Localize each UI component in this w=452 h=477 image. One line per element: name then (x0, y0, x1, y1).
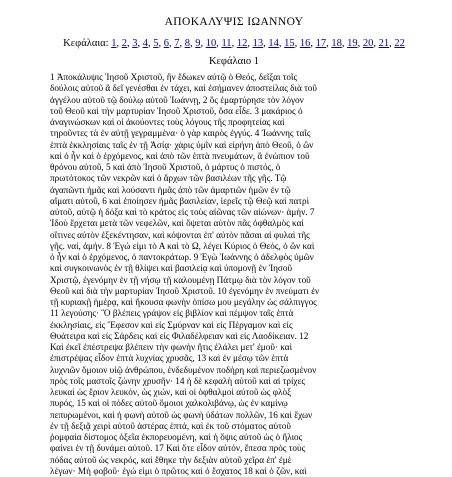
chapter-link-11[interactable]: 11 (221, 38, 232, 49)
document-title: ΑΠΟΚΑΛΥΨΙΣ ΙΩΑΝΝΟΥ (164, 16, 304, 28)
text-line: ἑπτὰ ἐκκλησίαις ταῖς ἐν τῇ Ἀσίᾳ· χάρις ὑμῖν καὶ εἰρήνη ἀπὸ Θεοῦ, ὁ ὢν (50, 139, 314, 150)
text-line: Χριστῷ, ἐγενόμην ἐν τῇ νήσῳ τῇ καλουμένῃ Πάτμῳ διὰ τὸν λόγον τοῦ (50, 274, 311, 285)
chapter-text (50, 72, 418, 477)
text-line: καὶ ὁ ἦν καὶ ὁ ἐρχόμενος, καὶ ἀπὸ τῶν ἑπτὰ πνευμάτων, ἃ ἐνώπιον τοῦ (50, 150, 310, 161)
text-line: 11 λεγούσης· Ὃ βλέπεις γράψον εἰς βιβλίον καὶ πέμψον ταῖς ἑπτὰ (50, 308, 294, 319)
text-line: λέγων· Μὴ φοβοῦ· ἐγώ εἰμι ὁ πρῶτος καὶ ὁ ἔσχατος 18 καὶ ὁ ζῶν, καὶ (50, 465, 307, 476)
text-line: οἵτινες αὐτὸν ἐξεκέντησαν, καὶ κόψονται ἐπ' αὐτὸν πᾶσαι αἱ φυλαὶ τῆς (50, 229, 310, 240)
chapter-link-1[interactable]: 1 (111, 38, 117, 49)
text-line: τηροῦντες τὰ ἐν αὐτῇ γεγραμμένα· ὁ γὰρ καιρὸς ἐγγύς. 4 Ἰωάννης ταῖς (50, 128, 311, 139)
text-line: πρὸς τοῖς μαστοῖς ζώνην χρυσῆν· 14 ἡ δὲ κεφαλὴ αὐτοῦ καὶ αἱ τρίχες (50, 375, 305, 386)
text-line: γῆς. ναί, ἀμήν. 8 Ἐγώ εἰμι τὸ Α καὶ τὸ Ω, λέγει Κύριος ὁ Θεός, ὁ ὢν καὶ (50, 240, 315, 251)
chapter-link-18[interactable]: 18 (331, 38, 342, 49)
text-line: ῥομφαία δίστομος ὀξεῖα ἐκπορευομένη, καὶ ἡ ὄψις αὐτοῦ ὡς ὁ ἥλιος (50, 432, 303, 442)
text-line: πυρός, 15 καὶ οἱ πόδες αὐτοῦ ὅμοιοι χαλκολιβάνῳ, ὡς ἐν καμίνῳ (50, 398, 288, 409)
chapter-link-10[interactable]: 10 (205, 38, 217, 49)
text-line: λευκαὶ ὡς ἔριον λευκόν, ὡς χιών, καὶ οἱ ὀφθαλμοὶ αὐτοῦ ὡς φλὸξ (50, 387, 292, 397)
text-line: θρόνου αὐτοῦ, 5 καὶ ἀπὸ Ἰησοῦ Χριστοῦ, ὁ μάρτυς ὁ πιστός, ὁ (50, 162, 281, 172)
chapter-link-8[interactable]: 8 (184, 38, 190, 49)
chapter-link-15[interactable]: 15 (284, 38, 295, 49)
chapter-index (50, 37, 418, 50)
text-line: καὶ συγκοινωνὸς ἐν τῇ θλίψει καὶ βασιλείᾳ καὶ ὑπομονῇ ἐν Ἰησοῦ (50, 263, 293, 274)
chapter-heading: Κεφάλαιο 1 (208, 56, 260, 67)
text-line: αἵματι αὐτοῦ, 6 καὶ ἐποίησεν ἡμᾶς βασιλείαν, ἱερεῖς τῷ Θεῷ καὶ πατρὶ (50, 195, 310, 206)
chapter-link-16[interactable]: 16 (299, 38, 311, 49)
text-line: φαίνει ἐν τῇ δυνάμει αὐτοῦ. 17 Καὶ ὅτε εἶδον αὐτόν, ἔπεσα πρὸς τοὺς (50, 443, 306, 454)
text-line: Θεοῦ καὶ διὰ τὴν μαρτυρίαν Ἰησοῦ Χριστοῦ. 10 ἐγενόμην ἐν πνεύματι ἐν (50, 285, 320, 296)
chapters-label: Κεφάλαια: (63, 38, 109, 49)
text-line: Θυάτειρα καὶ εἰς Σάρδεις καὶ εἰς Φιλαδέλφειαν καὶ εἰς Λαοδίκειαν. 12 (50, 330, 309, 341)
chapter-link-21[interactable]: 21 (378, 38, 390, 49)
text-line: δούλοις αὐτοῦ ἃ δεῖ γενέσθαι ἐν τάχει, καὶ ἐσήμανεν ἀποστείλας διὰ τοῦ (50, 83, 317, 94)
chapter-link-20[interactable]: 20 (362, 38, 374, 49)
chapter-link-3[interactable]: 3 (132, 38, 138, 49)
text-line: ἀγαπῶντι ἡμᾶς καὶ λούσαντι ἡμᾶς ἀπὸ τῶν ἁμαρτιῶν ἡμῶν ἐν τῷ (50, 184, 291, 195)
text-line: ἐκκλησίαις, εἰς Ἔφεσον καὶ εἰς Σμύρναν καὶ εἰς Πέργαμον καὶ εἰς (50, 319, 293, 330)
text-line: ἀναγινώσκων καὶ οἱ ἀκούοντες τοὺς λόγους τῆς προφητείας καὶ (50, 117, 285, 127)
text-line: πρωτότοκος τῶν νεκρῶν καὶ ὁ ἄρχων τῶν βασιλέων τῆς γῆς. Τῷ (50, 173, 287, 184)
chapter-link-9[interactable]: 9 (195, 38, 201, 49)
text-line: αὐτοῦ, αὐτῷ ἡ δόξα καὶ τὸ κράτος εἰς τοὺς αἰῶνας τῶν αἰώνων· ἀμήν. 7 (50, 207, 315, 217)
chapter-link-17[interactable]: 17 (315, 38, 327, 49)
chapter-link-13[interactable]: 13 (252, 38, 264, 49)
text-line: τοῦ Θεοῦ καὶ τὴν μαρτυρίαν Ἰησοῦ Χριστοῦ, ὅσα εἶδε. 3 μακάριος ὁ (50, 105, 303, 116)
text-line: τῇ κυριακῇ ἡμέρᾳ, καὶ ἤκουσα φωνὴν ὀπίσω μου μεγάλην ὡς σάλπιγγος (50, 297, 317, 307)
chapter-links: 1, 2, 3, 4, 5, 6, 7, 8, 9, 10, 11, 12, 13, 14, 15, 16, 17, 18, 19, 20, 21, 22 (111, 38, 405, 49)
text-line: ἐπιστρέψας εἶδον ἑπτὰ λυχνίας χρυσᾶς, 13 καὶ ἐν μέσῳ τῶν ἑπτὰ (50, 353, 289, 364)
text-line: ἀγγέλου αὐτοῦ τῷ δούλῳ αὐτοῦ Ἰωάννῃ, 2 ὃς ἐμαρτύρησε τὸν λόγον (50, 94, 304, 105)
chapter-link-7[interactable]: 7 (174, 38, 180, 49)
text-line: ὁ ἦν καὶ ὁ ἐρχόμενος, ὁ παντοκράτωρ. 9 Ἐγὼ Ἰωάννης ὁ ἀδελφὸς ὑμῶν (50, 252, 314, 262)
chapter-link-22[interactable]: 22 (394, 38, 405, 49)
chapter-link-14[interactable]: 14 (268, 38, 279, 49)
chapter-link-4[interactable]: 4 (142, 38, 148, 49)
chapter-link-19[interactable]: 19 (347, 38, 358, 49)
chapter-link-6[interactable]: 6 (163, 38, 169, 49)
text-line: λυχνιῶν ὅμοιον υἱῷ ἀνθρώπου, ἐνδεδυμένον ποδήρη καὶ περιεζωσμένον (50, 364, 317, 375)
text-line: 1 Ἀποκάλυψις Ἰησοῦ Χριστοῦ, ἣν ἔδωκεν αὐτῷ ὁ Θεός, δεῖξαι τοῖς (50, 72, 298, 82)
text-line: πεπυρωμένοι, καὶ ἡ φωνὴ αὐτοῦ ὡς φωνὴ ὑδάτων πολλῶν, 16 καὶ ἔχων (50, 409, 313, 420)
chapter-link-5[interactable]: 5 (153, 38, 159, 49)
text-line: πόδας αὐτοῦ ὡς νεκρός, καὶ ἔθηκε τὴν δεξιὰν αὐτοῦ χεῖρα ἐπ' ἐμὲ (50, 454, 292, 465)
text-line: Καὶ ἐκεῖ ἐπέστρεψα βλέπειν τὴν φωνὴν ἥτις ἐλάλει μετ' ἐμοῦ· καὶ (50, 342, 293, 352)
chapter-link-12[interactable]: 12 (236, 38, 248, 49)
text-line: ἐν τῇ δεξιᾷ χειρὶ αὐτοῦ ἀστέρας ἑπτά, καὶ ἐκ τοῦ στόματος αὐτοῦ (50, 420, 291, 431)
chapter-link-2[interactable]: 2 (121, 38, 127, 49)
text-line: Ἰδοὺ ἔρχεται μετὰ τῶν νεφελῶν, καὶ ὄψεται αὐτὸν πᾶς ὀφθαλμὸς καὶ (50, 218, 304, 229)
